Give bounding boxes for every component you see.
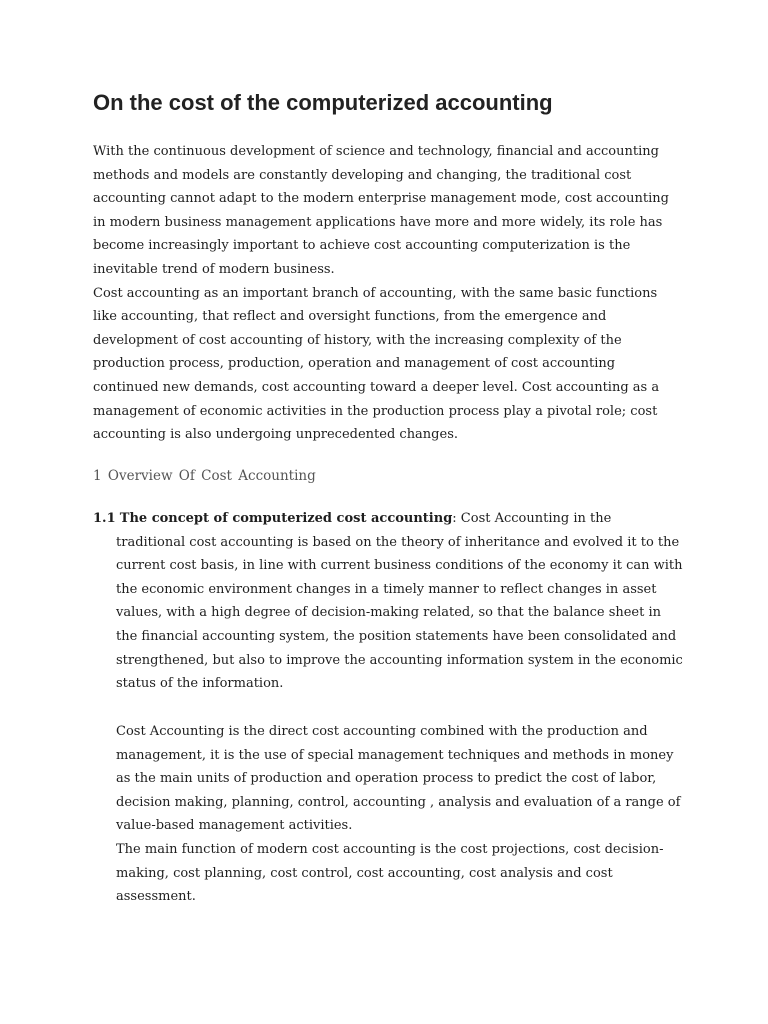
section-heading: 1 Overview Of Cost Accounting xyxy=(93,468,316,484)
intro-paragraph-2: Cost accounting as an important branch of accounting, with the same basic functions like accounting, that reflect and oversight functions, from the emergence and development of cost accounting of history, with the increasing complexity of the production process, production, operation and management of cost accounting continued new demands, cost accounting toward a deeper level. Cost accounting as a management of economic activities in the production process play a pivotal role; cost accounting is also undergoing unprecedented changes. xyxy=(93,285,660,443)
subsection-title: The concept of computerized cost accounting xyxy=(119,511,453,526)
subsection-number: 1.1 xyxy=(93,511,116,526)
subsection-paragraph-2: Cost Accounting is the direct cost accounting combined with the production and management, it is the use of special management techniques and methods in money as the main units of production and operation process to predict the cost of labor, decision making, planning, control, accounting , analysis and evaluation of a range of value-based management activities. xyxy=(116,724,681,834)
document-title: On the cost of the computerized accounting xyxy=(93,90,553,115)
intro-section xyxy=(93,140,683,447)
subsection-first-line xyxy=(93,507,683,531)
intro-paragraph-1: With the continuous development of science and technology, financial and accounting methods and models are constantly developing and changing, the traditional cost accounting cannot adapt to the modern enterprise management mode, cost accounting in modern business management applications have more and more widely, its role has become increasingly important to achieve cost accounting computerization is the inevitable trend of modern business. xyxy=(93,144,669,277)
subsection-paragraph-3: The main function of modern cost accounting is the cost projections, cost decision-making, cost planning, cost control, cost accounting, cost analysis and cost assessment. xyxy=(116,842,664,905)
subsection-paragraph-1: traditional cost accounting is based on the theory of inheritance and evolved it to the current cost basis, in line with current business conditions of the economy it can with the economic environment changes in a timely manner to reflect changes in asset values, with a high degree of decision-making related, so that the balance sheet in the financial accounting system, the position statements have been consolidated and strengthened, but also to improve the accounting information system in the economic status of the information. xyxy=(116,534,683,692)
subsection-first-line-text: : Cost Accounting in the xyxy=(452,511,612,526)
